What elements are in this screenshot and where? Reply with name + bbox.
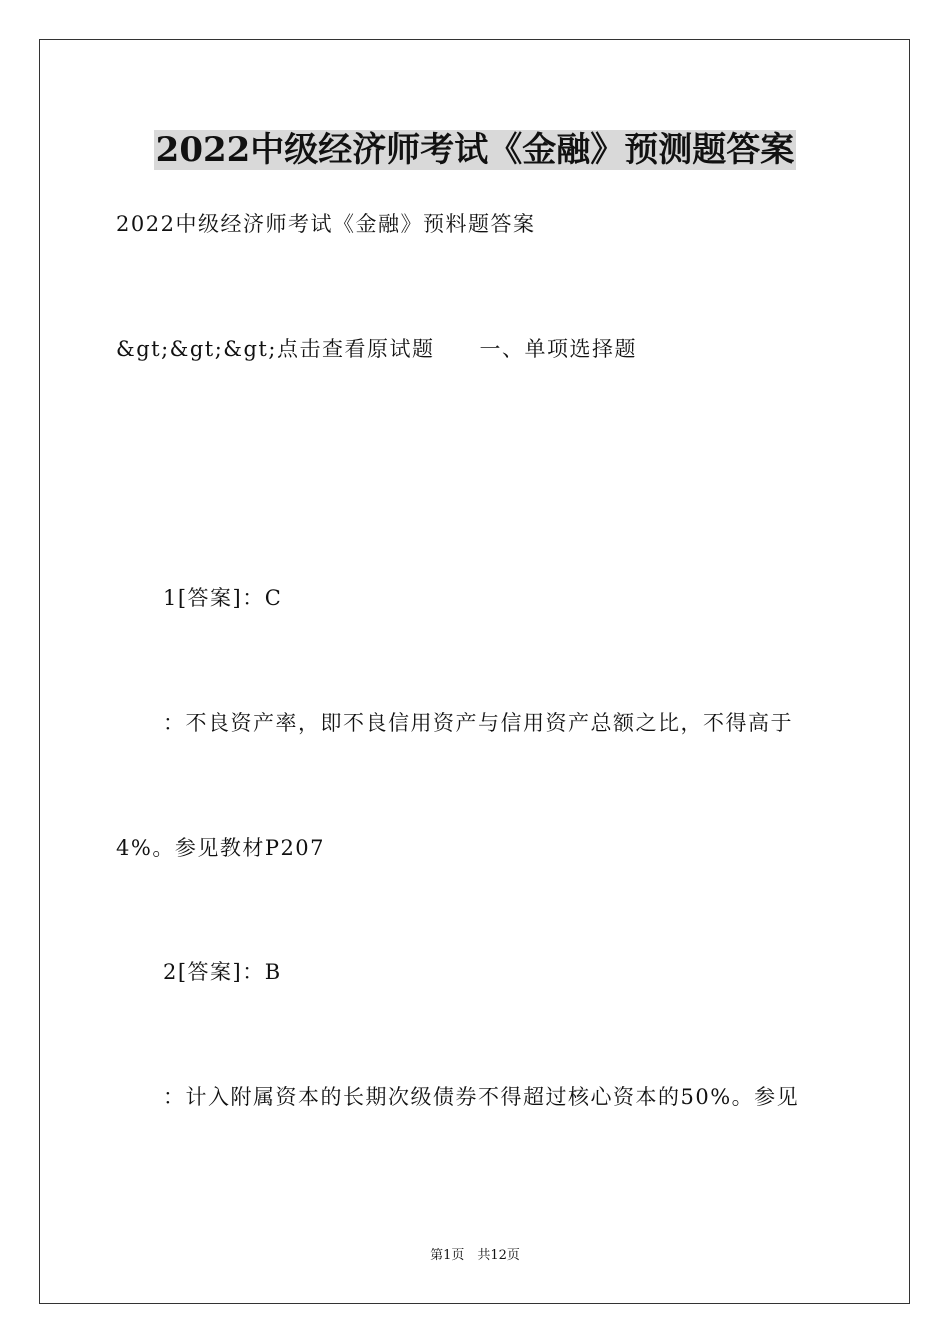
document-title <box>0 128 950 172</box>
original-questions-link[interactable]: &gt;&gt;&gt;点击查看原试题 一、单项选择题 <box>116 337 637 361</box>
document-title-text: 2022中级经济师考试《金融》预测题答案 <box>155 130 795 170</box>
answer-2-explanation-line-1: ：计入附属资本的长期次级债券不得超过核心资本的50%。参见 <box>163 1085 800 1109</box>
answer-1-heading: 1[答案]：C <box>163 586 283 610</box>
answer-2-heading: 2[答案]：B <box>163 960 282 984</box>
page-footer: 第1页 共12页 <box>430 1248 520 1263</box>
document-subtitle: 2022中级经济师考试《金融》预料题答案 <box>116 212 536 236</box>
answer-1-explanation-line-1: ：不良资产率，即不良信用资产与信用资产总额之比，不得高于 <box>163 711 793 735</box>
answer-1-explanation-line-2: 4%。参见教材P207 <box>116 836 326 860</box>
